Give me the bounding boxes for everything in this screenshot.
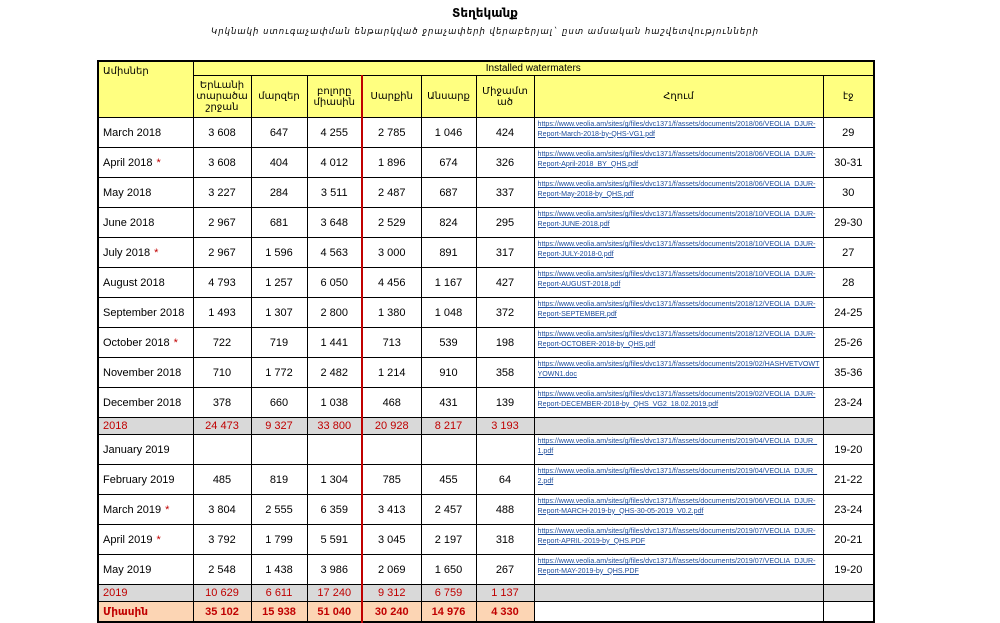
link-header: Հղում bbox=[534, 76, 823, 118]
table-row bbox=[98, 435, 874, 465]
table-row bbox=[98, 208, 874, 238]
all-value: 2 800 bbox=[307, 298, 362, 328]
all-value: 3 511 bbox=[307, 178, 362, 208]
faulty-value: 6 759 bbox=[421, 585, 476, 602]
month-label: March 2018 bbox=[103, 126, 162, 139]
link-cell bbox=[534, 238, 823, 268]
report-link[interactable]: https://www.veolia.am/sites/g/files/dvc1371/f/assets/documents/2018/06/VEOLIA_DJUR-Report-May-2018-by_QHS.pdf bbox=[537, 180, 816, 198]
faulty-value: 2 457 bbox=[421, 495, 476, 525]
link-cell bbox=[534, 118, 823, 148]
faulty-value: 1 650 bbox=[421, 555, 476, 585]
all-value: 1 441 bbox=[307, 328, 362, 358]
intervened-value: 267 bbox=[476, 555, 534, 585]
faulty-value bbox=[421, 435, 476, 465]
regions-value: 681 bbox=[251, 208, 307, 238]
serviceable-value: 713 bbox=[362, 328, 421, 358]
faulty-value: 431 bbox=[421, 388, 476, 418]
report-link[interactable]: https://www.veolia.am/sites/g/files/dvc1371/f/assets/documents/2018/12/VEOLIA_DJUR-Report-OCTOBER-2018-by_QHS.pdf bbox=[537, 330, 816, 348]
faulty-value: 891 bbox=[421, 238, 476, 268]
yerevan-value: 2 548 bbox=[193, 555, 251, 585]
regions-value: 647 bbox=[251, 118, 307, 148]
all-value: 17 240 bbox=[307, 585, 362, 602]
table-row bbox=[98, 118, 874, 148]
link-cell bbox=[534, 208, 823, 238]
page-value: 35-36 bbox=[823, 358, 874, 388]
intervened-value bbox=[476, 435, 534, 465]
page-value: 21-22 bbox=[823, 465, 874, 495]
faulty-value: 1 167 bbox=[421, 268, 476, 298]
month-cell bbox=[98, 555, 193, 585]
page-value: 23-24 bbox=[823, 495, 874, 525]
empty-link-cell bbox=[534, 585, 823, 602]
serviceable-value: 2 529 bbox=[362, 208, 421, 238]
empty-link-cell bbox=[534, 602, 823, 623]
serviceable-value: 30 240 bbox=[362, 602, 421, 623]
intervened-value: 358 bbox=[476, 358, 534, 388]
asterisk-mark: * bbox=[156, 533, 161, 546]
page-value: 25-26 bbox=[823, 328, 874, 358]
watermeters-table bbox=[97, 60, 875, 623]
subtotal-row bbox=[98, 585, 874, 602]
serviceable-value: 20 928 bbox=[362, 418, 421, 435]
document-subtitle: Կրկնակի ստուգաչափման ենթարկված ջրաչափերի վերաբերյալ` ըստ ամսական հաշվետվությունների bbox=[211, 27, 759, 37]
serviceable-value bbox=[362, 435, 421, 465]
regions-header: մարզեր bbox=[251, 76, 307, 118]
yerevan-header: Երևանի տարածաշրջան bbox=[193, 76, 251, 118]
month-cell bbox=[98, 525, 193, 555]
faulty-value: 674 bbox=[421, 148, 476, 178]
page-value: 30 bbox=[823, 178, 874, 208]
month-label: December 2018 bbox=[103, 396, 182, 409]
yerevan-value: 2 967 bbox=[193, 238, 251, 268]
report-link[interactable]: https://www.veolia.am/sites/g/files/dvc1371/f/assets/documents/2018/10/VEOLIA_DJUR-Report-JULY-2018-0.pdf bbox=[537, 240, 816, 258]
yerevan-value: 3 227 bbox=[193, 178, 251, 208]
table-row bbox=[98, 268, 874, 298]
month-label: April 2019 bbox=[103, 533, 153, 546]
all-value: 6 050 bbox=[307, 268, 362, 298]
regions-value: 660 bbox=[251, 388, 307, 418]
table-row bbox=[98, 298, 874, 328]
report-link[interactable]: https://www.veolia.am/sites/g/files/dvc1371/f/assets/documents/2019/04/VEOLIA_DJUR_1.pdf bbox=[537, 437, 818, 455]
month-cell bbox=[98, 435, 193, 465]
header-row-columns bbox=[98, 76, 874, 118]
faulty-value: 455 bbox=[421, 465, 476, 495]
link-cell bbox=[534, 465, 823, 495]
empty-link-cell bbox=[534, 418, 823, 435]
month-label: September 2018 bbox=[103, 306, 185, 319]
page-value: 29-30 bbox=[823, 208, 874, 238]
serviceable-value: 1 214 bbox=[362, 358, 421, 388]
page-value: 24-25 bbox=[823, 298, 874, 328]
yerevan-value: 10 629 bbox=[193, 585, 251, 602]
month-cell bbox=[98, 328, 193, 358]
serviceable-value: 3 413 bbox=[362, 495, 421, 525]
serviceable-value: 3 045 bbox=[362, 525, 421, 555]
report-link[interactable]: https://www.veolia.am/sites/g/files/dvc1371/f/assets/documents/2019/02/HASHVETVOWTYOWN1.doc bbox=[537, 360, 820, 378]
months-header: Ամիսներ bbox=[98, 61, 193, 118]
report-link[interactable]: https://www.veolia.am/sites/g/files/dvc1371/f/assets/documents/2019/06/VEOLIA_DJUR-Report-MARCH-2019-by_QHS-30-05-2019_V0.2.pdf bbox=[537, 497, 816, 515]
month-cell bbox=[98, 268, 193, 298]
link-cell bbox=[534, 148, 823, 178]
serviceable-value: 1 896 bbox=[362, 148, 421, 178]
regions-value: 15 938 bbox=[251, 602, 307, 623]
month-cell bbox=[98, 118, 193, 148]
month-cell bbox=[98, 178, 193, 208]
report-link[interactable]: https://www.veolia.am/sites/g/files/dvc1371/f/assets/documents/2018/10/VEOLIA_DJUR-Report-AUGUST-2018.pdf bbox=[537, 270, 816, 288]
all-value: 3 648 bbox=[307, 208, 362, 238]
report-link[interactable]: https://www.veolia.am/sites/g/files/dvc1371/f/assets/documents/2018/10/VEOLIA_DJUR-Report-JUNE-2018.pdf bbox=[537, 210, 816, 228]
table-row bbox=[98, 555, 874, 585]
all-value: 6 359 bbox=[307, 495, 362, 525]
total-row-label: Միասին bbox=[98, 602, 193, 623]
regions-value: 719 bbox=[251, 328, 307, 358]
intervened-value: 326 bbox=[476, 148, 534, 178]
serviceable-value: 2 487 bbox=[362, 178, 421, 208]
yerevan-value: 378 bbox=[193, 388, 251, 418]
regions-value: 284 bbox=[251, 178, 307, 208]
month-label: April 2018 bbox=[103, 156, 153, 169]
month-label: February 2019 bbox=[103, 473, 175, 486]
empty-page-cell bbox=[823, 585, 874, 602]
asterisk-mark: * bbox=[156, 156, 161, 169]
link-cell bbox=[534, 525, 823, 555]
month-label: August 2018 bbox=[103, 276, 165, 289]
page-value: 19-20 bbox=[823, 555, 874, 585]
yerevan-value: 485 bbox=[193, 465, 251, 495]
serviceable-value: 2 785 bbox=[362, 118, 421, 148]
page-value: 30-31 bbox=[823, 148, 874, 178]
page-value: 23-24 bbox=[823, 388, 874, 418]
asterisk-mark: * bbox=[173, 336, 178, 349]
serviceable-value: 468 bbox=[362, 388, 421, 418]
month-label: November 2018 bbox=[103, 366, 182, 379]
table-row bbox=[98, 328, 874, 358]
regions-value: 9 327 bbox=[251, 418, 307, 435]
table-header bbox=[98, 61, 874, 118]
regions-value: 1 257 bbox=[251, 268, 307, 298]
page-value: 28 bbox=[823, 268, 874, 298]
faulty-value: 687 bbox=[421, 178, 476, 208]
table-row bbox=[98, 178, 874, 208]
serviceable-header: Սարքին bbox=[362, 76, 421, 118]
regions-value: 1 438 bbox=[251, 555, 307, 585]
yerevan-value: 3 804 bbox=[193, 495, 251, 525]
link-cell bbox=[534, 358, 823, 388]
intervened-value: 488 bbox=[476, 495, 534, 525]
yerevan-value: 3 792 bbox=[193, 525, 251, 555]
faulty-value: 2 197 bbox=[421, 525, 476, 555]
yerevan-value: 3 608 bbox=[193, 148, 251, 178]
regions-value: 819 bbox=[251, 465, 307, 495]
all-header: բոլորը միասին bbox=[307, 76, 362, 118]
faulty-value: 14 976 bbox=[421, 602, 476, 623]
subtotal-row-label: 2018 bbox=[98, 418, 193, 435]
subtotal-row bbox=[98, 418, 874, 435]
empty-page-cell bbox=[823, 418, 874, 435]
table-row bbox=[98, 495, 874, 525]
intervened-value: 424 bbox=[476, 118, 534, 148]
month-label: July 2018 bbox=[103, 246, 151, 259]
month-cell bbox=[98, 148, 193, 178]
all-value: 1 038 bbox=[307, 388, 362, 418]
yerevan-value: 722 bbox=[193, 328, 251, 358]
month-cell bbox=[98, 358, 193, 388]
regions-value: 404 bbox=[251, 148, 307, 178]
serviceable-value: 785 bbox=[362, 465, 421, 495]
all-value bbox=[307, 435, 362, 465]
report-link[interactable]: https://www.veolia.am/sites/g/files/dvc1371/f/assets/documents/2018/06/VEOLIA_DJUR-Report-March-2018-by-QHS-VG1.pdf bbox=[537, 120, 816, 138]
table-row bbox=[98, 525, 874, 555]
month-cell bbox=[98, 465, 193, 495]
intervened-value: 372 bbox=[476, 298, 534, 328]
page-value: 27 bbox=[823, 238, 874, 268]
intervened-value: 139 bbox=[476, 388, 534, 418]
yerevan-value: 2 967 bbox=[193, 208, 251, 238]
report-link[interactable]: https://www.veolia.am/sites/g/files/dvc1371/f/assets/documents/2019/02/VEOLIA_DJUR-Report-DECEMBER-2018-by_QHS_VG2_18.02.2019.pdf bbox=[537, 390, 816, 408]
yerevan-value: 3 608 bbox=[193, 118, 251, 148]
link-cell bbox=[534, 328, 823, 358]
month-label: June 2018 bbox=[103, 216, 155, 229]
report-link[interactable]: https://www.veolia.am/sites/g/files/dvc1371/f/assets/documents/2018/06/VEOLIA_DJUR-Report-April-2018_BY_QHS.pdf bbox=[537, 150, 816, 168]
month-cell bbox=[98, 238, 193, 268]
yerevan-value: 4 793 bbox=[193, 268, 251, 298]
subtotal-row-label: 2019 bbox=[98, 585, 193, 602]
intervened-value: 318 bbox=[476, 525, 534, 555]
link-cell bbox=[534, 178, 823, 208]
header-row-group bbox=[98, 61, 874, 76]
regions-value: 1 596 bbox=[251, 238, 307, 268]
yerevan-value: 710 bbox=[193, 358, 251, 388]
all-value: 33 800 bbox=[307, 418, 362, 435]
asterisk-mark: * bbox=[154, 246, 159, 259]
intervened-value: 317 bbox=[476, 238, 534, 268]
report-link[interactable]: https://www.veolia.am/sites/g/files/dvc1371/f/assets/documents/2019/07/VEOLIA_DJUR-Report-MAY-2019-by_QHS.PDF bbox=[537, 557, 816, 575]
page-value: 19-20 bbox=[823, 435, 874, 465]
faulty-value: 539 bbox=[421, 328, 476, 358]
intervened-value: 427 bbox=[476, 268, 534, 298]
empty-page-cell bbox=[823, 602, 874, 623]
link-cell bbox=[534, 555, 823, 585]
report-link[interactable]: https://www.veolia.am/sites/g/files/dvc1371/f/assets/documents/2019/07/VEOLIA_DJUR-Report-APRIL-2019-by_QHS.PDF bbox=[537, 527, 816, 545]
regions-value: 1 772 bbox=[251, 358, 307, 388]
document-title: Տեղեկանք bbox=[452, 6, 518, 20]
serviceable-value: 4 456 bbox=[362, 268, 421, 298]
link-cell bbox=[534, 435, 823, 465]
intervened-value: 4 330 bbox=[476, 602, 534, 623]
all-value: 4 255 bbox=[307, 118, 362, 148]
regions-value bbox=[251, 435, 307, 465]
all-value: 4 563 bbox=[307, 238, 362, 268]
table-body bbox=[98, 118, 874, 623]
link-cell bbox=[534, 388, 823, 418]
table-row bbox=[98, 238, 874, 268]
yerevan-value: 24 473 bbox=[193, 418, 251, 435]
intervened-value: 3 193 bbox=[476, 418, 534, 435]
serviceable-value: 9 312 bbox=[362, 585, 421, 602]
month-cell bbox=[98, 388, 193, 418]
installed-watermeters-header: Installed watermaters bbox=[193, 61, 874, 76]
table-row bbox=[98, 465, 874, 495]
link-cell bbox=[534, 268, 823, 298]
intervened-header: Միջամտած bbox=[476, 76, 534, 118]
asterisk-mark: * bbox=[165, 503, 170, 516]
link-cell bbox=[534, 298, 823, 328]
page-header: էջ bbox=[823, 76, 874, 118]
month-cell bbox=[98, 298, 193, 328]
regions-value: 6 611 bbox=[251, 585, 307, 602]
table-row bbox=[98, 388, 874, 418]
page-value: 20-21 bbox=[823, 525, 874, 555]
report-link[interactable]: https://www.veolia.am/sites/g/files/dvc1371/f/assets/documents/2019/04/VEOLIA_DJUR_2.pdf bbox=[537, 467, 818, 485]
month-label: October 2018 bbox=[103, 336, 170, 349]
faulty-value: 824 bbox=[421, 208, 476, 238]
month-label: January 2019 bbox=[103, 443, 170, 456]
all-value: 4 012 bbox=[307, 148, 362, 178]
month-label: May 2018 bbox=[103, 186, 152, 199]
page-value: 29 bbox=[823, 118, 874, 148]
report-link[interactable]: https://www.veolia.am/sites/g/files/dvc1371/f/assets/documents/2018/12/VEOLIA_DJUR-Report-SEPTEMBER.pdf bbox=[537, 300, 816, 318]
month-cell bbox=[98, 495, 193, 525]
month-label: March 2019 bbox=[103, 503, 162, 516]
serviceable-value: 2 069 bbox=[362, 555, 421, 585]
faulty-value: 8 217 bbox=[421, 418, 476, 435]
yerevan-value: 35 102 bbox=[193, 602, 251, 623]
intervened-value: 337 bbox=[476, 178, 534, 208]
intervened-value: 64 bbox=[476, 465, 534, 495]
regions-value: 2 555 bbox=[251, 495, 307, 525]
month-cell bbox=[98, 208, 193, 238]
all-value: 51 040 bbox=[307, 602, 362, 623]
faulty-value: 1 048 bbox=[421, 298, 476, 328]
table-row bbox=[98, 148, 874, 178]
month-label: May 2019 bbox=[103, 563, 152, 576]
link-cell bbox=[534, 495, 823, 525]
intervened-value: 295 bbox=[476, 208, 534, 238]
faulty-value: 910 bbox=[421, 358, 476, 388]
regions-value: 1 307 bbox=[251, 298, 307, 328]
total-row bbox=[98, 602, 874, 623]
table-row bbox=[98, 358, 874, 388]
serviceable-value: 1 380 bbox=[362, 298, 421, 328]
yerevan-value: 1 493 bbox=[193, 298, 251, 328]
all-value: 1 304 bbox=[307, 465, 362, 495]
yerevan-value bbox=[193, 435, 251, 465]
serviceable-value: 3 000 bbox=[362, 238, 421, 268]
intervened-value: 198 bbox=[476, 328, 534, 358]
faulty-header: Անսարք bbox=[421, 76, 476, 118]
all-value: 5 591 bbox=[307, 525, 362, 555]
intervened-value: 1 137 bbox=[476, 585, 534, 602]
faulty-value: 1 046 bbox=[421, 118, 476, 148]
all-value: 3 986 bbox=[307, 555, 362, 585]
all-value: 2 482 bbox=[307, 358, 362, 388]
regions-value: 1 799 bbox=[251, 525, 307, 555]
